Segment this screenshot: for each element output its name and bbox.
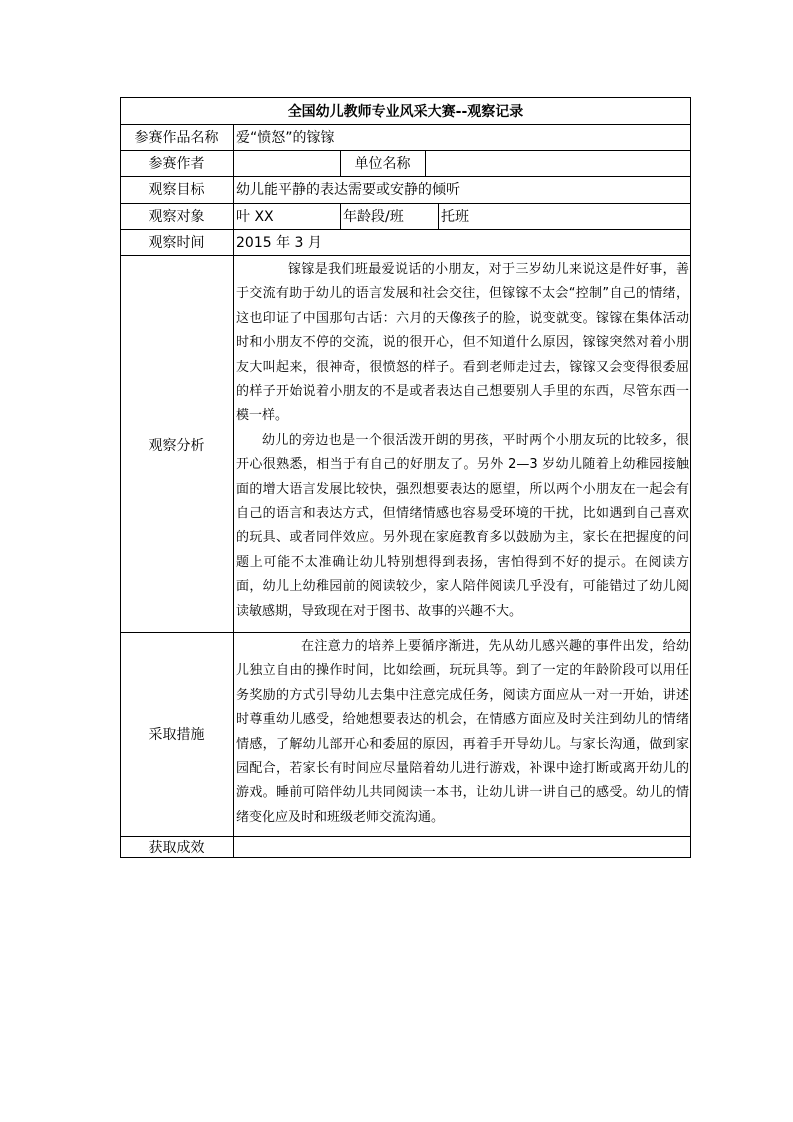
- analysis-label: 观察分析: [148, 438, 205, 454]
- unit-label: 单位名称: [354, 156, 411, 172]
- analysis-text: [236, 258, 689, 624]
- row-divider: [120, 150, 691, 151]
- goal-label: 观察目标: [148, 182, 205, 198]
- page-title: 全国幼儿教师专业风采大赛--观察记录: [287, 104, 524, 120]
- work-name-label: 参赛作品名称: [134, 130, 219, 146]
- row-divider: [120, 632, 691, 633]
- subject-value: 叶 XX: [236, 209, 274, 225]
- analysis-paragraph-2: 幼儿的旁边也是一个很活泼开朗的男孩，平时两个小朋友玩的比较多，很开心很熟悉，相当于有自己的好朋友了。另外 2—3 岁幼儿随着上幼稚园接触面的增大语言发展比较快，强烈想要表达的愿望，所以两个小朋友在一起会有自己的语言和表达方式，但情绪情感也容易受环境的干扰，比如遇到自己喜欢的玩具、或者同伴效应。另外现在家庭教育多以鼓励为主，家长在把握度的问题上可能不太准确让幼儿特别想得到表扬，害怕得到不好的提示。在阅读方面，幼儿上幼稚园前的阅读较少，家人陪伴阅读几乎没有，可能错过了幼儿阅读敏感期，导致现在对于图书、故事的兴趣不大。: [236, 432, 689, 619]
- age-class-label: 年龄段/班: [343, 209, 404, 225]
- time-value: 2015 年 3 月: [236, 235, 322, 251]
- measures-paragraph-1: 在注意力的培养上要循序渐进，先从幼儿感兴趣的事件出发，给幼儿独立自由的操作时间，比如绘画，玩玩具等。到了一定的年龄阶段可以用任务奖励的方式引导幼儿去集中注意完成任务，阅读方面应从一对一开始，讲述时尊重幼儿感受，给她想要表达的机会，在情感方面应及时关注到幼儿的情绪情感，了解幼儿部开心和委屈的原因，再着手开导幼儿。与家长沟通，做到家园配合，若家长有时间应尽量陪着幼儿进行游戏，补课中途打断或离开幼儿的游戏。睡前可陪伴幼儿共同阅读一本书，让幼儿讲一讲自己的感受。幼儿的情绪变化应及时和班级老师交流沟通。: [236, 639, 689, 825]
- results-label: 获取成效: [148, 840, 205, 856]
- row-divider: [120, 836, 691, 837]
- row-divider: [120, 229, 691, 230]
- row-divider: [120, 203, 691, 204]
- author-label: 参赛作者: [148, 156, 205, 172]
- column-divider: [233, 124, 234, 858]
- column-divider: [438, 203, 439, 229]
- analysis-paragraph-1: 镓镓是我们班最爱说话的小朋友，对于三岁幼儿来说这是件好事，善于交流有助于幼儿的语言发展和社会交往，但镓镓不太会“控制”自己的情绪，这也印证了中国那句古话：六月的天像孩子的脸，说变就变。镓镓在集体活动时和小朋友不停的交流，说的很开心，但不知道什么原因，镓镓突然对着小朋友大叫起来，很神奇，很愤怒的样子。看到老师走过去，镓镓又会变得很委屈的样子开始说着小朋友的不是或者表达自己想要别人手里的东西，尽管东西一模一样。: [236, 262, 689, 424]
- column-divider: [340, 203, 341, 229]
- row-divider: [120, 255, 691, 256]
- goal-value: 幼儿能平静的表达需要或安静的倾听: [236, 182, 460, 198]
- work-name-value: 爱“愤怒”的镓镓: [236, 130, 335, 146]
- measures-label: 采取措施: [148, 727, 205, 743]
- row-divider: [120, 176, 691, 177]
- measures-text: [236, 635, 689, 830]
- column-divider: [425, 150, 426, 176]
- time-label: 观察时间: [148, 235, 205, 251]
- age-class-value: 托班: [441, 209, 469, 225]
- subject-label: 观察对象: [148, 209, 205, 225]
- row-divider: [120, 124, 691, 125]
